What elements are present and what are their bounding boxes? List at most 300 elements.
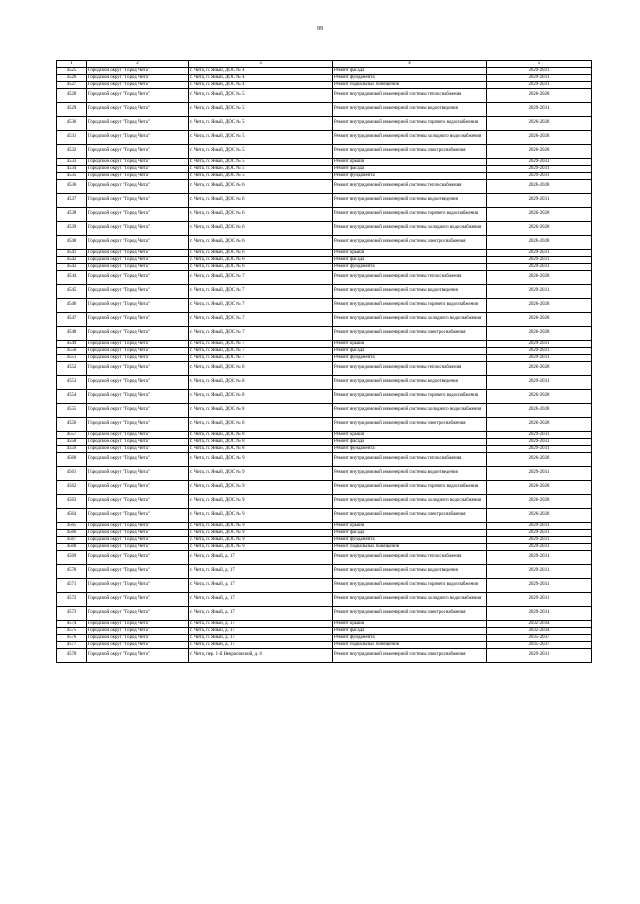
cell-row-number: 4566: [57, 530, 87, 537]
cell-address: г. Чита, п. Яный, д. 17: [189, 551, 333, 565]
cell-row-number: 4563: [57, 495, 87, 509]
cell-period: 2026-2028: [487, 313, 592, 327]
cell-work-type: Ремонт внутридомовой инженерной системы холодного водоснабжения: [333, 404, 487, 418]
cell-municipality: Городской округ "Город Чита": [87, 173, 189, 180]
cell-address: г. Чита, п. Яный, ДОС № 7: [189, 299, 333, 313]
cell-municipality: Городской округ "Город Чита": [87, 404, 189, 418]
cell-period: 2026-2028: [487, 362, 592, 376]
cell-row-number: 4555: [57, 404, 87, 418]
cell-row-number: 4551: [57, 355, 87, 362]
cell-work-type: Ремонт подвальных помещений: [333, 544, 487, 551]
work-schedule-table: [56, 60, 592, 663]
cell-row-number: 4577: [57, 642, 87, 649]
cell-work-type: Ремонт внутридомовой инженерной системы холодного водоснабжения: [333, 495, 487, 509]
table-row: [57, 173, 592, 180]
cell-municipality: Городской округ "Город Чита": [87, 446, 189, 453]
cell-municipality: Городской округ "Город Чита": [87, 621, 189, 628]
cell-period: 2026-2028: [487, 495, 592, 509]
cell-period: 2026-2028: [487, 208, 592, 222]
cell-work-type: Ремонт внутридомовой инженерной системы водоотведения: [333, 376, 487, 390]
cell-work-type: Ремонт фундамента: [333, 173, 487, 180]
cell-period: 2029-2031: [487, 82, 592, 89]
cell-work-type: Ремонт фасада: [333, 439, 487, 446]
cell-row-number: 4570: [57, 565, 87, 579]
table-row: [57, 159, 592, 166]
cell-period: 2029-2031: [487, 537, 592, 544]
cell-municipality: Городской округ "Город Чита": [87, 348, 189, 355]
table-row: [57, 579, 592, 593]
cell-work-type: Ремонт внутридомовой инженерной системы водоотведения: [333, 194, 487, 208]
table-row: [57, 495, 592, 509]
cell-period: 2029-2031: [487, 523, 592, 530]
cell-municipality: Городской округ "Город Чита": [87, 159, 189, 166]
cell-period: 2029-2031: [487, 250, 592, 257]
cell-work-type: Ремонт фундамента: [333, 635, 487, 642]
cell-address: г. Чита, п. Яный, ДОС № 7: [189, 348, 333, 355]
cell-period: 2029-2031: [487, 68, 592, 75]
table-row: [57, 166, 592, 173]
cell-address: г. Чита, п. Яный, ДОС № 6: [189, 236, 333, 250]
cell-row-number: 4535: [57, 173, 87, 180]
cell-row-number: 4548: [57, 327, 87, 341]
cell-row-number: 4542: [57, 257, 87, 264]
cell-address: г. Чита, п. Яный, ДОС № 8: [189, 404, 333, 418]
cell-municipality: Городской округ "Город Чита": [87, 75, 189, 82]
cell-address: г. Чита, п. Яный, д. 17: [189, 635, 333, 642]
cell-municipality: Городской округ "Город Чита": [87, 481, 189, 495]
table-row: [57, 145, 592, 159]
table-row: [57, 530, 592, 537]
cell-row-number: 4545: [57, 285, 87, 299]
cell-row-number: 4562: [57, 481, 87, 495]
cell-period: 2029-2031: [487, 103, 592, 117]
cell-municipality: Городской округ "Город Чита": [87, 236, 189, 250]
cell-address: г. Чита, п. Яный, ДОС № 9: [189, 537, 333, 544]
table-row: [57, 523, 592, 530]
cell-municipality: Городской округ "Город Чита": [87, 271, 189, 285]
cell-period: 2035-2037: [487, 642, 592, 649]
table-row: [57, 432, 592, 439]
cell-period: 2029-2031: [487, 159, 592, 166]
cell-municipality: Городской округ "Город Чита": [87, 579, 189, 593]
cell-municipality: Городской округ "Город Чита": [87, 635, 189, 642]
cell-municipality: Городской округ "Город Чита": [87, 68, 189, 75]
cell-work-type: Ремонт крыши: [333, 341, 487, 348]
cell-work-type: Ремонт фасада: [333, 257, 487, 264]
cell-work-type: Ремонт внутридомовой инженерной системы теплоснабжения: [333, 180, 487, 194]
cell-period: 2026-2028: [487, 390, 592, 404]
cell-address: г. Чита, п. Яный, ДОС № 8: [189, 390, 333, 404]
cell-row-number: 4549: [57, 341, 87, 348]
cell-work-type: Ремонт внутридомовой инженерной системы водоотведения: [333, 565, 487, 579]
cell-period: 2026-2028: [487, 509, 592, 523]
cell-municipality: Городской округ "Город Чита": [87, 509, 189, 523]
table-row: [57, 250, 592, 257]
cell-period: 2029-2031: [487, 467, 592, 481]
cell-period: 2026-2028: [487, 236, 592, 250]
cell-work-type: Ремонт внутридомовой инженерной системы водоотведения: [333, 467, 487, 481]
cell-work-type: Ремонт внутридомовой инженерной системы электроснабжения: [333, 418, 487, 432]
cell-period: 2029-2031: [487, 348, 592, 355]
cell-address: г. Чита, п. Яный, ДОС № 7: [189, 285, 333, 299]
cell-address: г. Чита, п. Яный, ДОС № 5: [189, 166, 333, 173]
cell-municipality: Городской округ "Город Чита": [87, 222, 189, 236]
cell-period: 2026-2028: [487, 327, 592, 341]
cell-work-type: Ремонт фасада: [333, 68, 487, 75]
cell-address: г. Чита, п. Яный, д. 17: [189, 607, 333, 621]
column-header: 3: [189, 61, 333, 68]
cell-address: г. Чита, п. Яный, д. 17: [189, 642, 333, 649]
cell-row-number: 4553: [57, 376, 87, 390]
cell-work-type: Ремонт фасада: [333, 628, 487, 635]
cell-work-type: Ремонт внутридомовой инженерной системы горячего водоснабжения: [333, 390, 487, 404]
cell-row-number: 4547: [57, 313, 87, 327]
page-number: 99: [317, 26, 323, 32]
cell-address: г. Чита, п. Яный, ДОС № 8: [189, 446, 333, 453]
cell-address: г. Чита, п. Яный, д. 17: [189, 621, 333, 628]
table-row: [57, 208, 592, 222]
cell-address: г. Чита, п. Яный, ДОС № 6: [189, 208, 333, 222]
cell-municipality: Городской округ "Город Чита": [87, 565, 189, 579]
cell-work-type: Ремонт крыши: [333, 159, 487, 166]
cell-work-type: Ремонт внутридомовой инженерной системы водоотведения: [333, 285, 487, 299]
table-row: [57, 376, 592, 390]
cell-address: г. Чита, п. Яный, ДОС № 4: [189, 82, 333, 89]
cell-work-type: Ремонт внутридомовой инженерной системы теплоснабжения: [333, 271, 487, 285]
cell-address: г. Чита, п. Яный, д. 17: [189, 579, 333, 593]
table-row: [57, 89, 592, 103]
cell-period: 2029-2031: [487, 355, 592, 362]
cell-address: г. Чита, п. Яный, ДОС № 5: [189, 159, 333, 166]
table-row: [57, 327, 592, 341]
cell-work-type: Ремонт фундамента: [333, 446, 487, 453]
cell-address: г. Чита, п. Яный, ДОС № 9: [189, 509, 333, 523]
cell-row-number: 4541: [57, 250, 87, 257]
cell-row-number: 4530: [57, 117, 87, 131]
cell-work-type: Ремонт внутридомовой инженерной системы электроснабжения: [333, 607, 487, 621]
cell-work-type: Ремонт внутридомовой инженерной системы электроснабжения: [333, 145, 487, 159]
table-row: [57, 509, 592, 523]
cell-address: г. Чита, п. Яный, ДОС № 5: [189, 145, 333, 159]
table-header-row: [57, 61, 592, 68]
cell-period: 2026-2028: [487, 418, 592, 432]
cell-period: 2032-2034: [487, 621, 592, 628]
cell-address: г. Чита, п. Яный, ДОС № 6: [189, 180, 333, 194]
table-row: [57, 299, 592, 313]
cell-municipality: Городской округ "Город Чита": [87, 208, 189, 222]
cell-municipality: Городской округ "Город Чита": [87, 376, 189, 390]
cell-address: г. Чита, п. Яный, ДОС № 6: [189, 250, 333, 257]
cell-address: г. Чита, п. Яный, ДОС № 9: [189, 467, 333, 481]
cell-period: 2029-2031: [487, 544, 592, 551]
table-row: [57, 481, 592, 495]
cell-municipality: Городской округ "Город Чита": [87, 439, 189, 446]
cell-period: 2029-2031: [487, 607, 592, 621]
cell-period: 2026-2028: [487, 453, 592, 467]
cell-address: г. Чита, п. Яный, ДОС № 7: [189, 327, 333, 341]
cell-address: г. Чита, п. Яный, ДОС № 9: [189, 481, 333, 495]
cell-period: 2032-2034: [487, 628, 592, 635]
cell-municipality: Городской округ "Город Чита": [87, 453, 189, 467]
cell-work-type: Ремонт внутридомовой инженерной системы горячего водоснабжения: [333, 117, 487, 131]
cell-municipality: Городской округ "Город Чита": [87, 166, 189, 173]
table-row: [57, 285, 592, 299]
cell-municipality: Городской округ "Город Чита": [87, 537, 189, 544]
cell-row-number: 4544: [57, 271, 87, 285]
cell-municipality: Городской округ "Город Чита": [87, 131, 189, 145]
cell-row-number: 4557: [57, 432, 87, 439]
cell-row-number: 4574: [57, 621, 87, 628]
table-row: [57, 628, 592, 635]
table-row: [57, 467, 592, 481]
table-row: [57, 446, 592, 453]
cell-period: 2026-2028: [487, 481, 592, 495]
cell-row-number: 4573: [57, 607, 87, 621]
cell-period: 2029-2031: [487, 376, 592, 390]
table-row: [57, 75, 592, 82]
cell-work-type: Ремонт внутридомовой инженерной системы холодного водоснабжения: [333, 131, 487, 145]
cell-row-number: 4556: [57, 418, 87, 432]
cell-period: 2026-2028: [487, 222, 592, 236]
cell-address: г. Чита, п. Яный, ДОС № 4: [189, 75, 333, 82]
cell-municipality: Городской округ "Город Чита": [87, 250, 189, 257]
cell-municipality: Городской округ "Город Чита": [87, 89, 189, 103]
cell-address: г. Чита, п. Яный, ДОС № 6: [189, 257, 333, 264]
cell-row-number: 4569: [57, 551, 87, 565]
table-row: [57, 355, 592, 362]
table-row: [57, 649, 592, 663]
table-row: [57, 362, 592, 376]
cell-row-number: 4546: [57, 299, 87, 313]
cell-row-number: 4536: [57, 180, 87, 194]
cell-work-type: Ремонт внутридомовой инженерной системы теплоснабжения: [333, 551, 487, 565]
table-row: [57, 194, 592, 208]
cell-municipality: Городской округ "Город Чита": [87, 628, 189, 635]
cell-work-type: Ремонт подвальных помещений: [333, 642, 487, 649]
cell-address: г. Чита, п. Яный, ДОС № 6: [189, 194, 333, 208]
cell-row-number: 4529: [57, 103, 87, 117]
cell-address: г. Чита, п. Яный, ДОС № 9: [189, 453, 333, 467]
cell-municipality: Городской округ "Город Чита": [87, 649, 189, 663]
cell-work-type: Ремонт фасада: [333, 348, 487, 355]
cell-row-number: 4537: [57, 194, 87, 208]
table-row: [57, 453, 592, 467]
cell-work-type: Ремонт внутридомовой инженерной системы водоотведения: [333, 103, 487, 117]
cell-work-type: Ремонт фасада: [333, 166, 487, 173]
cell-address: г. Чита, п. Яный, ДОС № 7: [189, 341, 333, 348]
cell-row-number: 4567: [57, 537, 87, 544]
cell-period: 2029-2031: [487, 432, 592, 439]
cell-period: 2026-2028: [487, 89, 592, 103]
table-row: [57, 68, 592, 75]
cell-period: 2029-2031: [487, 446, 592, 453]
table-row: [57, 537, 592, 544]
cell-address: г. Чита, п. Яный, ДОС № 9: [189, 530, 333, 537]
column-header: 2: [87, 61, 189, 68]
cell-work-type: Ремонт крыши: [333, 523, 487, 530]
cell-period: 2026-2028: [487, 271, 592, 285]
table-row: [57, 565, 592, 579]
cell-row-number: 4561: [57, 467, 87, 481]
table-row: [57, 131, 592, 145]
cell-row-number: 4571: [57, 579, 87, 593]
cell-row-number: 4558: [57, 439, 87, 446]
cell-municipality: Городской округ "Город Чита": [87, 593, 189, 607]
column-header: 1: [57, 61, 87, 68]
table-row: [57, 418, 592, 432]
cell-address: г. Чита, п. Яный, ДОС № 6: [189, 222, 333, 236]
cell-address: г. Чита, п. Яный, ДОС № 9: [189, 523, 333, 530]
cell-address: г. Чита, п. Яный, ДОС № 5: [189, 89, 333, 103]
cell-work-type: Ремонт внутридомовой инженерной системы электроснабжения: [333, 236, 487, 250]
cell-municipality: Городской округ "Город Чита": [87, 523, 189, 530]
cell-period: 2026-2028: [487, 299, 592, 313]
cell-municipality: Городской округ "Город Чита": [87, 467, 189, 481]
cell-work-type: Ремонт внутридомовой инженерной системы холодного водоснабжения: [333, 593, 487, 607]
cell-work-type: Ремонт фасада: [333, 530, 487, 537]
cell-period: 2029-2031: [487, 257, 592, 264]
cell-row-number: 4572: [57, 593, 87, 607]
cell-address: г. Чита, п. Яный, ДОС № 5: [189, 117, 333, 131]
cell-period: 2026-2028: [487, 131, 592, 145]
cell-row-number: 4525: [57, 68, 87, 75]
cell-row-number: 4534: [57, 166, 87, 173]
cell-period: 2029-2031: [487, 530, 592, 537]
cell-work-type: Ремонт фундамента: [333, 264, 487, 271]
cell-municipality: Городской округ "Город Чита": [87, 117, 189, 131]
cell-municipality: Городской округ "Город Чита": [87, 551, 189, 565]
cell-period: 2026-2028: [487, 117, 592, 131]
cell-row-number: 4533: [57, 159, 87, 166]
cell-municipality: Городской округ "Город Чита": [87, 299, 189, 313]
cell-work-type: Ремонт фундамента: [333, 537, 487, 544]
table-row: [57, 82, 592, 89]
cell-address: г. Чита, п. Яный, ДОС № 4: [189, 68, 333, 75]
cell-work-type: Ремонт внутридомовой инженерной системы теплоснабжения: [333, 89, 487, 103]
cell-period: 2029-2031: [487, 194, 592, 208]
cell-municipality: Городской округ "Город Чита": [87, 180, 189, 194]
cell-address: г. Чита, п. Яный, ДОС № 8: [189, 432, 333, 439]
cell-work-type: Ремонт внутридомовой инженерной системы холодного водоснабжения: [333, 222, 487, 236]
cell-address: г. Чита, п. Яный, ДОС № 8: [189, 418, 333, 432]
cell-address: г. Чита, п. Яный, ДОС № 8: [189, 376, 333, 390]
cell-period: 2029-2031: [487, 649, 592, 663]
cell-work-type: Ремонт внутридомовой инженерной системы теплоснабжения: [333, 453, 487, 467]
cell-municipality: Городской округ "Город Чита": [87, 103, 189, 117]
cell-address: г. Чита, п. Яный, ДОС № 5: [189, 131, 333, 145]
cell-row-number: 4576: [57, 635, 87, 642]
cell-municipality: Городской округ "Город Чита": [87, 642, 189, 649]
table-row: [57, 257, 592, 264]
cell-period: 2026-2028: [487, 404, 592, 418]
cell-work-type: Ремонт внутридомовой инженерной системы теплоснабжения: [333, 362, 487, 376]
table-row: [57, 180, 592, 194]
cell-municipality: Городской округ "Город Чита": [87, 544, 189, 551]
cell-address: г. Чита, п. Яный, ДОС № 8: [189, 439, 333, 446]
cell-address: г. Чита, п. Яный, д. 17: [189, 628, 333, 635]
cell-municipality: Городской округ "Город Чита": [87, 313, 189, 327]
table-row: [57, 544, 592, 551]
cell-municipality: Городской округ "Город Чита": [87, 390, 189, 404]
cell-work-type: Ремонт подвальных помещений: [333, 82, 487, 89]
cell-address: г. Чита, п. Яный, ДОС № 6: [189, 264, 333, 271]
cell-row-number: 4560: [57, 453, 87, 467]
cell-municipality: Городской округ "Город Чита": [87, 530, 189, 537]
cell-work-type: Ремонт фундамента: [333, 355, 487, 362]
cell-address: г. Чита, п. Яный, д. 17: [189, 593, 333, 607]
cell-row-number: 4526: [57, 75, 87, 82]
table-row: [57, 103, 592, 117]
cell-municipality: Городской округ "Город Чита": [87, 264, 189, 271]
cell-address: г. Чита, п. Яный, ДОС № 7: [189, 313, 333, 327]
cell-work-type: Ремонт крыши: [333, 250, 487, 257]
cell-work-type: Ремонт крыши: [333, 432, 487, 439]
cell-period: 2029-2031: [487, 439, 592, 446]
table-row: [57, 551, 592, 565]
cell-row-number: 4575: [57, 628, 87, 635]
cell-address: г. Чита, п. Яный, ДОС № 5: [189, 173, 333, 180]
table-row: [57, 593, 592, 607]
cell-municipality: Городской округ "Город Чита": [87, 362, 189, 376]
cell-address: г. Чита, п. Яный, ДОС № 9: [189, 544, 333, 551]
cell-municipality: Городской округ "Город Чита": [87, 418, 189, 432]
table-row: [57, 271, 592, 285]
cell-period: 2029-2031: [487, 166, 592, 173]
table-row: [57, 341, 592, 348]
cell-address: г. Чита, п. Яный, ДОС № 7: [189, 271, 333, 285]
column-header: 4: [333, 61, 487, 68]
cell-row-number: 4543: [57, 264, 87, 271]
table-row: [57, 621, 592, 628]
cell-municipality: Городской округ "Город Чита": [87, 607, 189, 621]
cell-work-type: Ремонт внутридомовой инженерной системы электроснабжения: [333, 649, 487, 663]
cell-period: 2029-2031: [487, 551, 592, 565]
cell-work-type: Ремонт внутридомовой инженерной системы горячего водоснабжения: [333, 208, 487, 222]
table-row: [57, 642, 592, 649]
table-row: [57, 222, 592, 236]
cell-period: 2026-2028: [487, 180, 592, 194]
table-row: [57, 236, 592, 250]
cell-work-type: Ремонт внутридомовой инженерной системы горячего водоснабжения: [333, 299, 487, 313]
cell-period: 2029-2031: [487, 593, 592, 607]
cell-municipality: Городской округ "Город Чита": [87, 341, 189, 348]
cell-row-number: 4527: [57, 82, 87, 89]
cell-row-number: 4554: [57, 390, 87, 404]
column-header: 5: [487, 61, 592, 68]
cell-row-number: 4552: [57, 362, 87, 376]
table-row: [57, 404, 592, 418]
cell-row-number: 4531: [57, 131, 87, 145]
cell-address: г. Чита, п. Яный, ДОС № 8: [189, 362, 333, 376]
table-row: [57, 635, 592, 642]
cell-address: г. Чита, п. Яный, ДОС № 5: [189, 103, 333, 117]
table-row: [57, 117, 592, 131]
table-row: [57, 264, 592, 271]
cell-row-number: 4565: [57, 523, 87, 530]
cell-row-number: 4540: [57, 236, 87, 250]
cell-row-number: 4528: [57, 89, 87, 103]
cell-period: 2029-2031: [487, 173, 592, 180]
cell-address: г. Чита, п. Яный, ДОС № 9: [189, 495, 333, 509]
cell-municipality: Городской округ "Город Чита": [87, 432, 189, 439]
table-row: [57, 348, 592, 355]
cell-work-type: Ремонт внутридомовой инженерной системы горячего водоснабжения: [333, 579, 487, 593]
cell-row-number: 4550: [57, 348, 87, 355]
cell-period: 2029-2031: [487, 285, 592, 299]
cell-work-type: Ремонт внутридомовой инженерной системы холодного водоснабжения: [333, 313, 487, 327]
table-row: [57, 390, 592, 404]
cell-municipality: Городской округ "Город Чита": [87, 355, 189, 362]
